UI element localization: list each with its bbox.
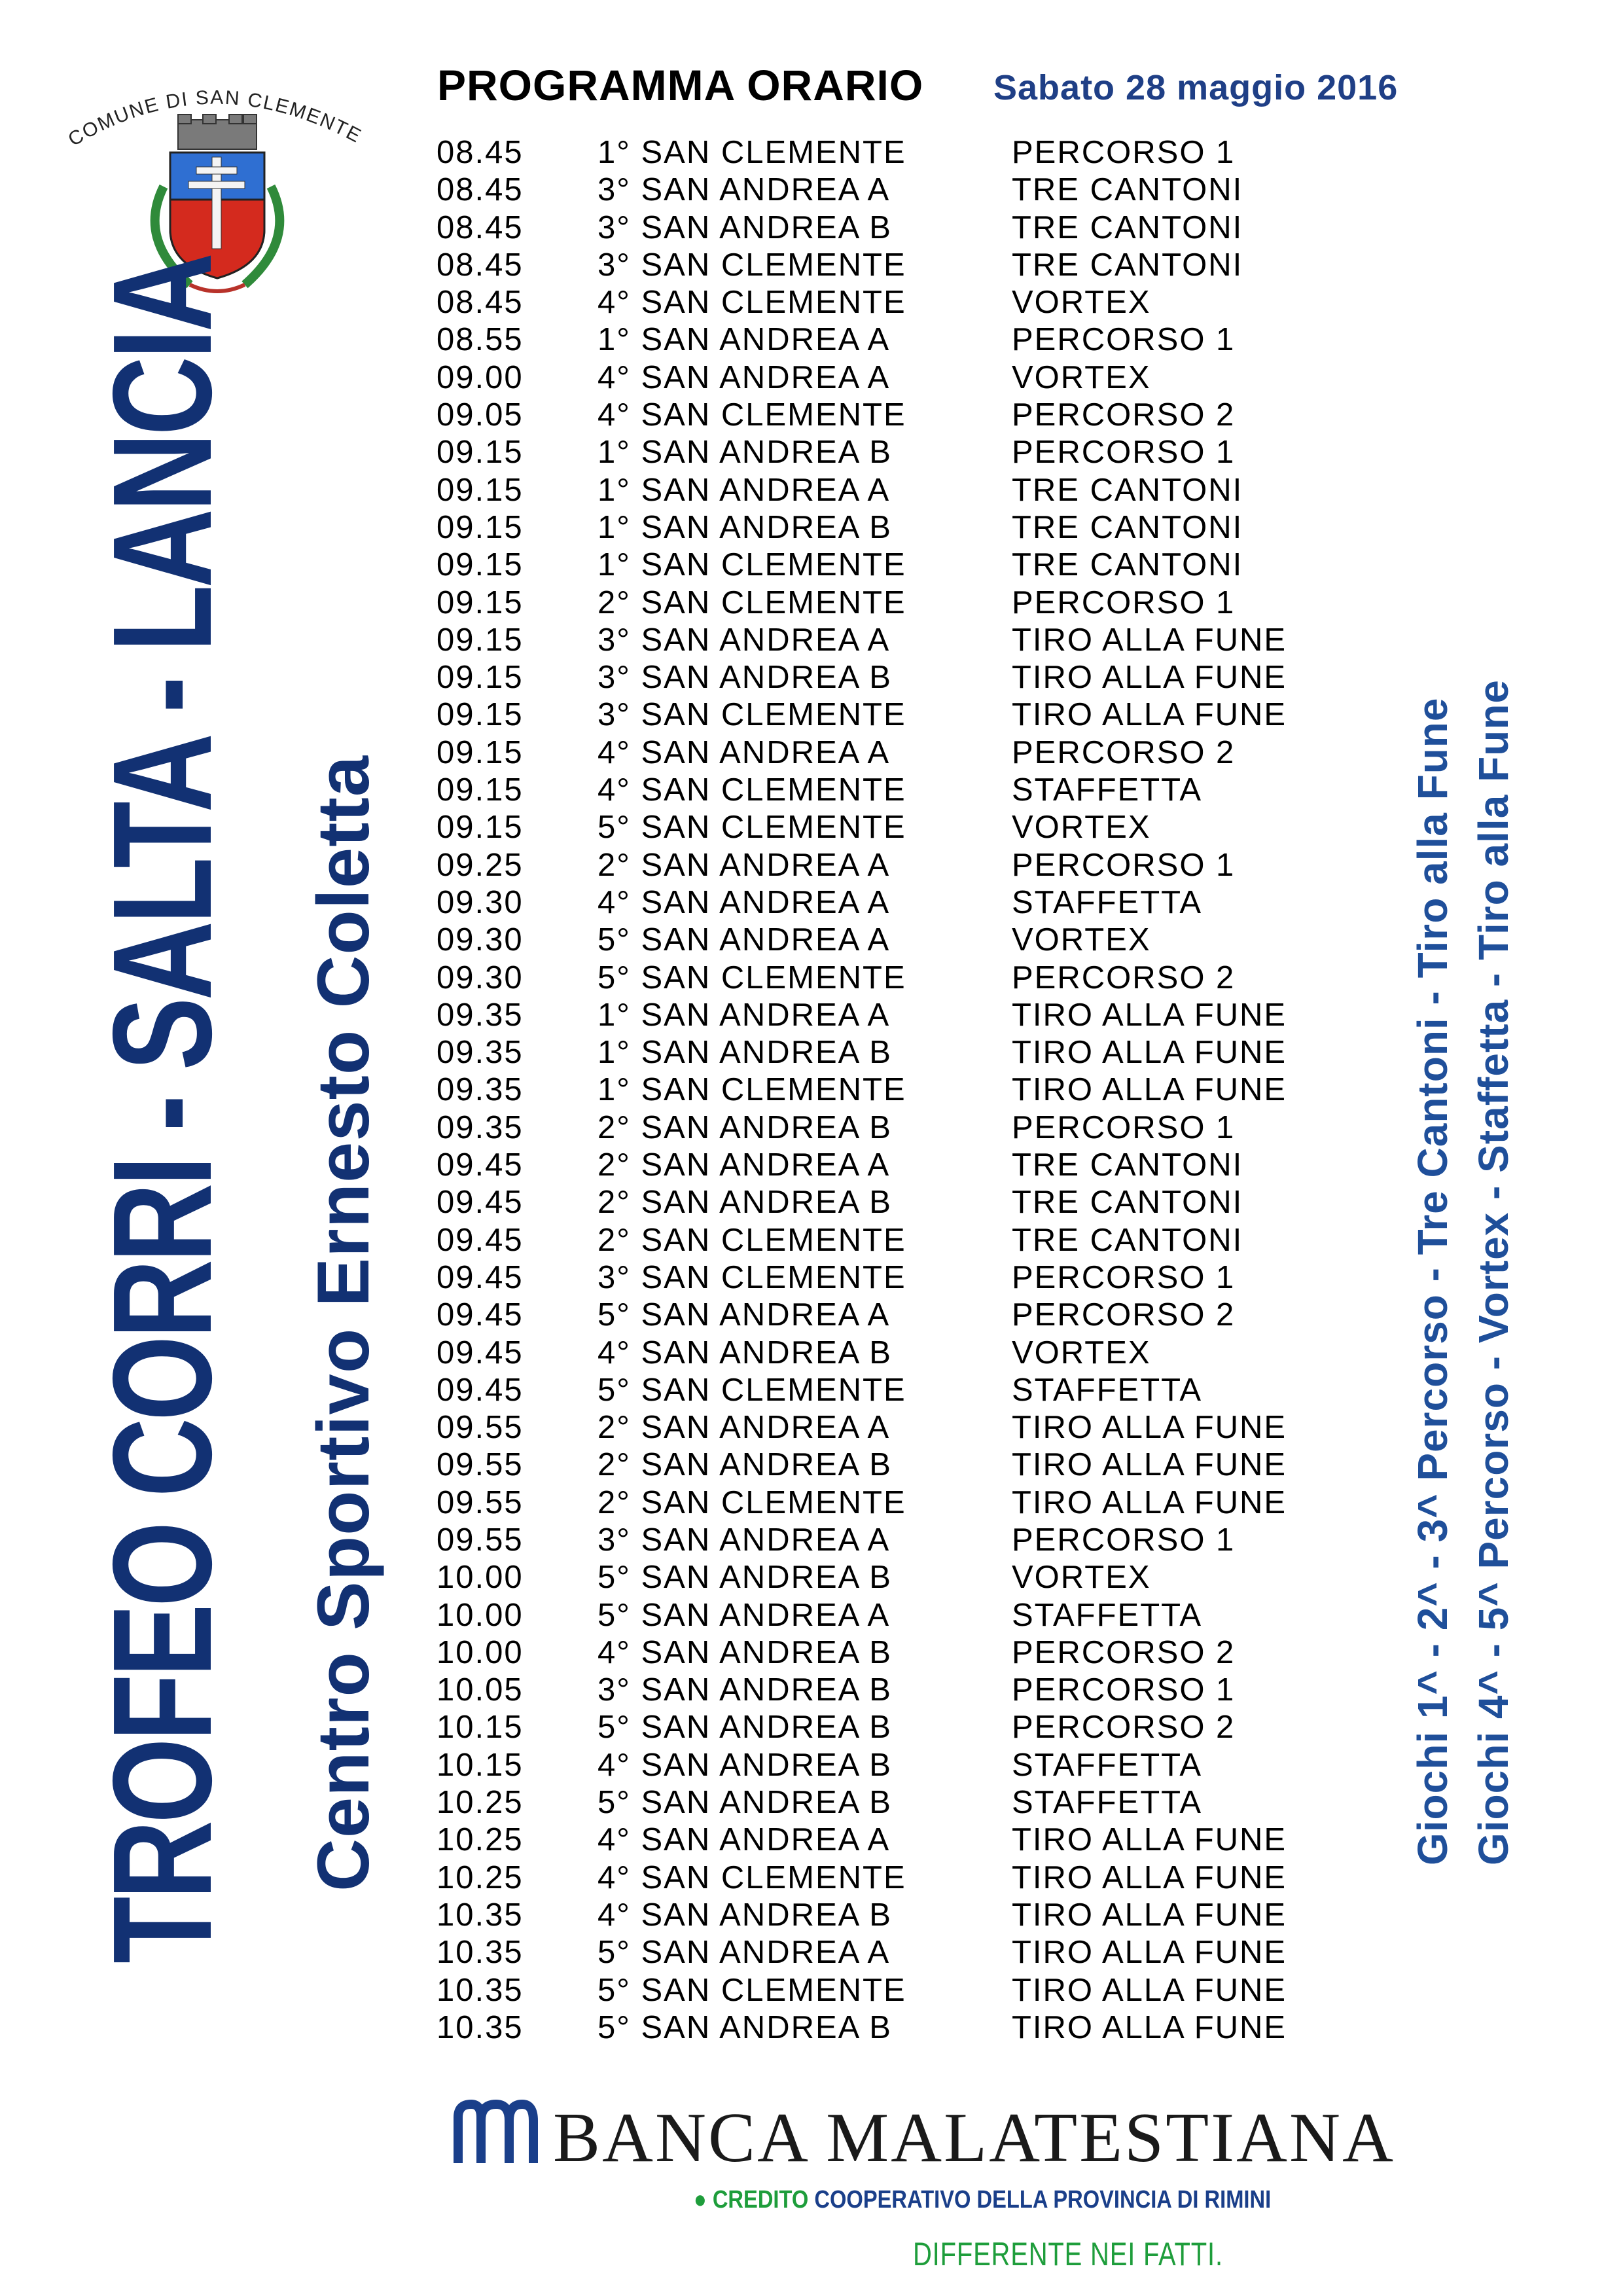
schedule-time: 10.35 bbox=[437, 1897, 524, 1933]
schedule-activity: STAFFETTA bbox=[1012, 1747, 1203, 1783]
schedule-group: 4° SAN CLEMENTE bbox=[597, 285, 906, 321]
schedule-activity: TRE CANTONI bbox=[1012, 509, 1243, 545]
schedule-group: 2° SAN ANDREA B bbox=[597, 1185, 892, 1221]
schedule-time: 10.00 bbox=[437, 1634, 524, 1670]
schedule-group: 1° SAN ANDREA B bbox=[597, 435, 892, 471]
schedule-group: 1° SAN ANDREA B bbox=[597, 1035, 892, 1071]
schedule-row bbox=[437, 659, 1353, 696]
schedule-activity: TIRO ALLA FUNE bbox=[1012, 997, 1287, 1033]
schedule-activity: VORTEX bbox=[1012, 1335, 1151, 1371]
schedule-group: 2° SAN CLEMENTE bbox=[597, 1222, 906, 1258]
schedule-group: 5° SAN ANDREA A bbox=[597, 1297, 891, 1333]
schedule-time: 09.15 bbox=[437, 509, 524, 545]
schedule-group: 4° SAN ANDREA A bbox=[597, 359, 891, 395]
schedule-group: 3° SAN ANDREA B bbox=[597, 209, 892, 245]
schedule-group: 5° SAN ANDREA A bbox=[597, 922, 891, 958]
schedule-time: 10.15 bbox=[437, 1747, 524, 1783]
schedule-time: 09.15 bbox=[437, 660, 524, 696]
schedule-group: 3° SAN ANDREA B bbox=[597, 1672, 892, 1708]
schedule-time: 10.25 bbox=[437, 1822, 524, 1858]
sponsor-footer bbox=[445, 2098, 1396, 2274]
schedule-time: 10.05 bbox=[437, 1672, 524, 1708]
schedule-activity: TRE CANTONI bbox=[1012, 1147, 1243, 1183]
schedule-group: 5° SAN CLEMENTE bbox=[597, 1372, 906, 1408]
schedule-activity: PERCORSO 2 bbox=[1012, 1634, 1236, 1670]
schedule-time: 10.15 bbox=[437, 1710, 524, 1746]
schedule-time: 09.45 bbox=[437, 1372, 524, 1408]
schedule-group: 4° SAN CLEMENTE bbox=[597, 1859, 906, 1895]
schedule-row bbox=[437, 1821, 1353, 1859]
schedule-activity: TRE CANTONI bbox=[1012, 247, 1243, 283]
schedule-time: 09.35 bbox=[437, 1109, 524, 1145]
schedule-time: 09.15 bbox=[437, 697, 524, 733]
schedule-time: 09.15 bbox=[437, 622, 524, 658]
bank-name: BANCA MALATESTIANA bbox=[553, 2099, 1396, 2177]
schedule-row bbox=[437, 1147, 1353, 1184]
schedule-row bbox=[437, 1934, 1353, 1971]
schedule-row bbox=[437, 997, 1353, 1034]
schedule-time: 09.55 bbox=[437, 1447, 524, 1483]
schedule-activity: PERCORSO 2 bbox=[1012, 1297, 1236, 1333]
schedule-row bbox=[437, 284, 1353, 321]
schedule-row bbox=[437, 472, 1353, 509]
schedule-group: 1° SAN CLEMENTE bbox=[597, 135, 906, 170]
schedule-time: 09.35 bbox=[437, 1072, 524, 1108]
schedule-activity: TRE CANTONI bbox=[1012, 1185, 1243, 1221]
schedule-group: 3° SAN CLEMENTE bbox=[597, 247, 906, 283]
schedule-time: 09.45 bbox=[437, 1147, 524, 1183]
schedule-group: 3° SAN ANDREA A bbox=[597, 172, 891, 208]
schedule-time: 10.35 bbox=[437, 1935, 524, 1971]
schedule-row bbox=[437, 1972, 1353, 2009]
schedule-time: 09.45 bbox=[437, 1185, 524, 1221]
schedule-group: 1° SAN CLEMENTE bbox=[597, 547, 906, 583]
games-info-1: Giochi 1^ - 2^ - 3^ Percorso - Tre Cantoni - Tiro alla Fune bbox=[1409, 697, 1456, 1865]
schedule-row bbox=[437, 1222, 1353, 1259]
schedule-time: 09.25 bbox=[437, 847, 524, 883]
schedule-row bbox=[437, 434, 1353, 471]
schedule-activity: PERCORSO 1 bbox=[1012, 1109, 1236, 1145]
schedule-activity: PERCORSO 1 bbox=[1012, 1259, 1236, 1295]
schedule-activity: STAFFETTA bbox=[1012, 1597, 1203, 1633]
schedule-activity: VORTEX bbox=[1012, 810, 1151, 846]
schedule-time: 09.55 bbox=[437, 1522, 524, 1558]
schedule-row bbox=[437, 696, 1353, 734]
schedule-group: 5° SAN ANDREA B bbox=[597, 1785, 892, 1821]
schedule-time: 09.35 bbox=[437, 997, 524, 1033]
schedule-row bbox=[437, 359, 1353, 397]
schedule-group: 4° SAN ANDREA B bbox=[597, 1634, 892, 1670]
schedule-row bbox=[437, 2009, 1353, 2047]
venue-subtitle: Centro Sportivo Ernesto Coletta bbox=[302, 755, 384, 1892]
schedule-time: 09.55 bbox=[437, 1410, 524, 1446]
schedule-time: 08.45 bbox=[437, 209, 524, 245]
logo-text: COMUNE DI SAN CLEMENTE bbox=[64, 86, 366, 151]
schedule-row bbox=[437, 1597, 1353, 1634]
schedule-row bbox=[437, 584, 1353, 622]
schedule-group: 1° SAN ANDREA A bbox=[597, 997, 891, 1033]
schedule-row bbox=[437, 772, 1353, 809]
schedule-time: 08.45 bbox=[437, 285, 524, 321]
schedule-time: 09.45 bbox=[437, 1222, 524, 1258]
schedule-activity: PERCORSO 1 bbox=[1012, 135, 1236, 170]
credito-icon: ● bbox=[694, 2186, 713, 2214]
schedule-row bbox=[437, 1859, 1353, 1897]
schedule-row bbox=[437, 1522, 1353, 1559]
schedule-group: 4° SAN ANDREA B bbox=[597, 1897, 892, 1933]
schedule-row bbox=[437, 960, 1353, 997]
schedule-activity: STAFFETTA bbox=[1012, 1372, 1203, 1408]
schedule-group: 5° SAN CLEMENTE bbox=[597, 1972, 906, 2008]
schedule-row bbox=[437, 1672, 1353, 1709]
schedule-row bbox=[437, 547, 1353, 584]
schedule-activity: TIRO ALLA FUNE bbox=[1012, 1897, 1287, 1933]
schedule-group: 3° SAN CLEMENTE bbox=[597, 697, 906, 733]
schedule-time: 09.15 bbox=[437, 435, 524, 471]
schedule-group: 5° SAN ANDREA B bbox=[597, 2009, 892, 2045]
bank-logo-icon bbox=[445, 2098, 543, 2176]
schedule-activity: STAFFETTA bbox=[1012, 772, 1203, 808]
schedule-group: 4° SAN ANDREA A bbox=[597, 884, 891, 920]
schedule-group: 2° SAN ANDREA A bbox=[597, 1410, 891, 1446]
schedule-activity: TRE CANTONI bbox=[1012, 209, 1243, 245]
schedule-activity: TIRO ALLA FUNE bbox=[1012, 1484, 1287, 1520]
schedule-time: 08.45 bbox=[437, 135, 524, 170]
schedule-row bbox=[437, 134, 1353, 171]
schedule-time: 10.35 bbox=[437, 1972, 524, 2008]
schedule-group: 5° SAN CLEMENTE bbox=[597, 810, 906, 846]
schedule-time: 09.30 bbox=[437, 922, 524, 958]
schedule-row bbox=[437, 1897, 1353, 1934]
schedule-group: 5° SAN ANDREA A bbox=[597, 1597, 891, 1633]
bank-subtitle-rest: COOPERATIVO DELLA PROVINCIA DI RIMINI bbox=[808, 2186, 1272, 2214]
schedule-time: 10.25 bbox=[437, 1785, 524, 1821]
schedule-row bbox=[437, 321, 1353, 359]
schedule-time: 09.15 bbox=[437, 772, 524, 808]
schedule-row bbox=[437, 1259, 1353, 1297]
schedule-group: 5° SAN ANDREA B bbox=[597, 1710, 892, 1746]
schedule-group: 5° SAN CLEMENTE bbox=[597, 960, 906, 996]
schedule-time: 10.00 bbox=[437, 1597, 524, 1633]
page-heading: PROGRAMMA ORARIO bbox=[437, 61, 924, 109]
schedule-row bbox=[437, 1784, 1353, 1821]
schedule-group: 4° SAN ANDREA A bbox=[597, 734, 891, 770]
schedule-time: 09.15 bbox=[437, 472, 524, 508]
schedule-time: 10.00 bbox=[437, 1560, 524, 1596]
schedule-time: 08.45 bbox=[437, 247, 524, 283]
schedule-activity: PERCORSO 1 bbox=[1012, 847, 1236, 883]
schedule-time: 08.55 bbox=[437, 322, 524, 358]
schedule-activity: TIRO ALLA FUNE bbox=[1012, 1935, 1287, 1971]
schedule-activity: TIRO ALLA FUNE bbox=[1012, 660, 1287, 696]
bank-subtitle bbox=[694, 2186, 1271, 2214]
schedule-group: 3° SAN CLEMENTE bbox=[597, 1259, 906, 1295]
schedule-row bbox=[437, 1034, 1353, 1071]
schedule-row bbox=[437, 884, 1353, 922]
schedule-activity: PERCORSO 2 bbox=[1012, 734, 1236, 770]
schedule-activity: TIRO ALLA FUNE bbox=[1012, 1859, 1287, 1895]
schedule-time: 10.35 bbox=[437, 2009, 524, 2045]
schedule-activity: VORTEX bbox=[1012, 285, 1151, 321]
schedule-group: 4° SAN CLEMENTE bbox=[597, 772, 906, 808]
schedule-time: 09.45 bbox=[437, 1335, 524, 1371]
schedule-activity: PERCORSO 2 bbox=[1012, 397, 1236, 433]
schedule-row bbox=[437, 1297, 1353, 1334]
schedule-activity: PERCORSO 1 bbox=[1012, 1672, 1236, 1708]
schedule-activity: STAFFETTA bbox=[1012, 884, 1203, 920]
schedule-row bbox=[437, 1372, 1353, 1409]
schedule-activity: PERCORSO 1 bbox=[1012, 435, 1236, 471]
schedule-activity: STAFFETTA bbox=[1012, 1785, 1203, 1821]
schedule-row bbox=[437, 1184, 1353, 1221]
schedule-activity: TRE CANTONI bbox=[1012, 172, 1243, 208]
schedule-activity: TRE CANTONI bbox=[1012, 472, 1243, 508]
schedule-activity: TIRO ALLA FUNE bbox=[1012, 1447, 1287, 1483]
schedule-group: 3° SAN ANDREA B bbox=[597, 660, 892, 696]
trophy-title-text: TROFEO CORRI - SALTA - LANCIA bbox=[83, 255, 241, 1964]
bank-tagline: DIFFERENTE NEI FATTI. bbox=[913, 2236, 1223, 2272]
schedule-time: 09.35 bbox=[437, 1035, 524, 1071]
schedule-activity: TIRO ALLA FUNE bbox=[1012, 2009, 1287, 2045]
schedule-activity: TIRO ALLA FUNE bbox=[1012, 1972, 1287, 2008]
schedule-time: 09.15 bbox=[437, 810, 524, 846]
schedule-activity: TIRO ALLA FUNE bbox=[1012, 697, 1287, 733]
schedule-row bbox=[437, 171, 1353, 209]
schedule-row bbox=[437, 1559, 1353, 1596]
schedule-time: 09.15 bbox=[437, 734, 524, 770]
schedule-group: 4° SAN ANDREA A bbox=[597, 1822, 891, 1858]
schedule-row bbox=[437, 1709, 1353, 1746]
schedule-row bbox=[437, 397, 1353, 434]
schedule-activity: TIRO ALLA FUNE bbox=[1012, 622, 1287, 658]
schedule-time: 09.30 bbox=[437, 960, 524, 996]
schedule-time: 09.05 bbox=[437, 397, 524, 433]
schedule-activity: TRE CANTONI bbox=[1012, 1222, 1243, 1258]
schedule-activity: TIRO ALLA FUNE bbox=[1012, 1410, 1287, 1446]
schedule-activity: PERCORSO 2 bbox=[1012, 1710, 1236, 1746]
schedule-row bbox=[437, 1747, 1353, 1784]
schedule-row bbox=[437, 622, 1353, 659]
schedule-row bbox=[437, 1071, 1353, 1109]
schedule-time: 10.25 bbox=[437, 1859, 524, 1895]
schedule-group: 1° SAN CLEMENTE bbox=[597, 1072, 906, 1108]
schedule-row bbox=[437, 1409, 1353, 1446]
schedule-activity: TIRO ALLA FUNE bbox=[1012, 1072, 1287, 1108]
schedule-group: 3° SAN ANDREA A bbox=[597, 1522, 891, 1558]
schedule-activity: PERCORSO 2 bbox=[1012, 960, 1236, 996]
schedule-group: 2° SAN CLEMENTE bbox=[597, 584, 906, 620]
schedule-row bbox=[437, 1484, 1353, 1522]
schedule-activity: PERCORSO 1 bbox=[1012, 1522, 1236, 1558]
schedule-row bbox=[437, 209, 1353, 247]
schedule-group: 2° SAN ANDREA B bbox=[597, 1109, 892, 1145]
schedule-time: 09.15 bbox=[437, 547, 524, 583]
schedule-group: 1° SAN ANDREA A bbox=[597, 472, 891, 508]
schedule-group: 5° SAN ANDREA B bbox=[597, 1560, 892, 1596]
schedule-group: 2° SAN CLEMENTE bbox=[597, 1484, 906, 1520]
schedule-time: 09.15 bbox=[437, 584, 524, 620]
schedule-activity: TIRO ALLA FUNE bbox=[1012, 1822, 1287, 1858]
schedule-row bbox=[437, 1634, 1353, 1672]
schedule-activity: VORTEX bbox=[1012, 359, 1151, 395]
schedule-activity: VORTEX bbox=[1012, 922, 1151, 958]
schedule-activity: PERCORSO 1 bbox=[1012, 584, 1236, 620]
schedule-time: 08.45 bbox=[437, 172, 524, 208]
schedule-group: 4° SAN CLEMENTE bbox=[597, 397, 906, 433]
schedule-activity: TIRO ALLA FUNE bbox=[1012, 1035, 1287, 1071]
schedule-time: 09.30 bbox=[437, 884, 524, 920]
schedule-group: 3° SAN ANDREA A bbox=[597, 622, 891, 658]
schedule-row bbox=[437, 1446, 1353, 1484]
schedule-list bbox=[437, 134, 1353, 2047]
schedule-group: 4° SAN ANDREA B bbox=[597, 1747, 892, 1783]
schedule-row bbox=[437, 247, 1353, 284]
schedule-row bbox=[437, 734, 1353, 772]
schedule-group: 1° SAN ANDREA A bbox=[597, 322, 891, 358]
schedule-row bbox=[437, 1335, 1353, 1372]
schedule-activity: VORTEX bbox=[1012, 1560, 1151, 1596]
schedule-row bbox=[437, 922, 1353, 959]
schedule-row bbox=[437, 509, 1353, 547]
event-date: Sabato 28 maggio 2016 bbox=[993, 68, 1399, 107]
schedule-time: 09.00 bbox=[437, 359, 524, 395]
bank-subtitle-green: CREDITO bbox=[712, 2186, 809, 2214]
schedule-group: 2° SAN ANDREA B bbox=[597, 1447, 892, 1483]
schedule-time: 09.45 bbox=[437, 1259, 524, 1295]
schedule-activity: PERCORSO 1 bbox=[1012, 322, 1236, 358]
schedule-group: 2° SAN ANDREA A bbox=[597, 1147, 891, 1183]
schedule-group: 1° SAN ANDREA B bbox=[597, 509, 892, 545]
schedule-row bbox=[437, 809, 1353, 846]
schedule-row bbox=[437, 847, 1353, 884]
schedule-time: 09.45 bbox=[437, 1297, 524, 1333]
schedule-time: 09.55 bbox=[437, 1484, 524, 1520]
schedule-activity: TRE CANTONI bbox=[1012, 547, 1243, 583]
schedule-group: 4° SAN ANDREA B bbox=[597, 1335, 892, 1371]
games-info-2: Giochi 4^ - 5^ Percorso - Vortex - Staffetta - Tiro alla Fune bbox=[1470, 679, 1517, 1865]
schedule-group: 5° SAN ANDREA A bbox=[597, 1935, 891, 1971]
schedule-row bbox=[437, 1109, 1353, 1147]
schedule-group: 2° SAN ANDREA A bbox=[597, 847, 891, 883]
